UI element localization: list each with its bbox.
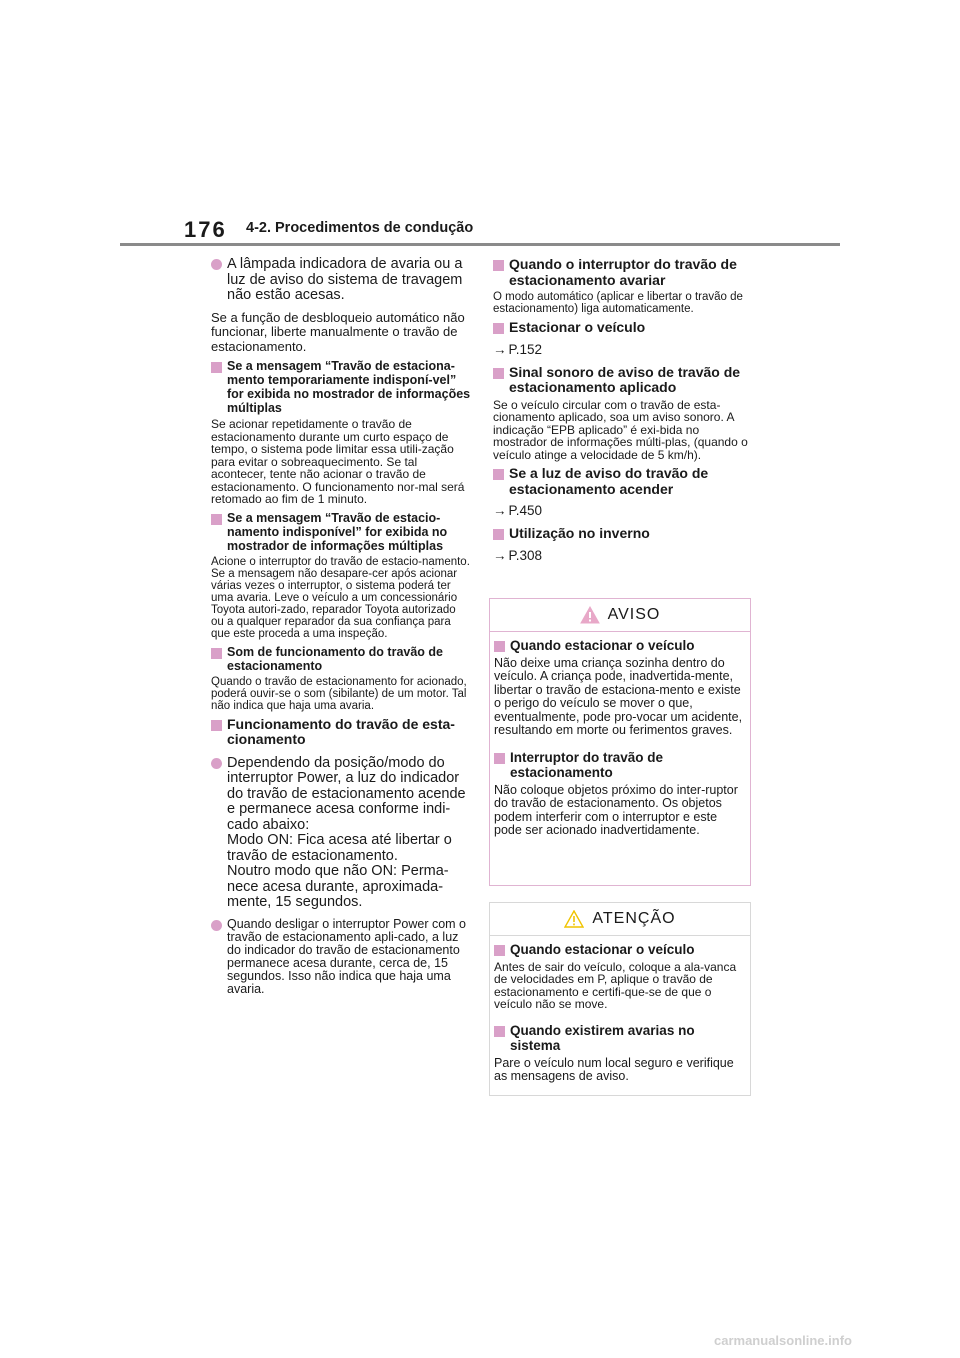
subheading (494, 1023, 746, 1054)
paragraph: Antes de sair do veículo, coloque a ala-vanca de velocidades em P, aplique o travão de estacionamento e certifi-que-se de que o veículo não se move. (494, 959, 737, 1011)
square-bullet-icon (211, 648, 222, 659)
page-reference[interactable] (493, 342, 755, 357)
paragraph: Não coloque objetos próximo do inter-ruptor do travão de estacionamento. Os objetos podem interferir com o interruptor e este pode ser acionado inadvertidamente. (494, 782, 738, 837)
square-bullet-icon (494, 945, 505, 956)
subheading (494, 750, 746, 781)
left-column (211, 257, 471, 1003)
paragraph: O modo automático (aplicar e libertar o travão de estacionamento) liga automaticamente. (493, 291, 743, 315)
subheading (211, 717, 471, 748)
reference-text: P.450 (508, 503, 543, 518)
subheading (211, 511, 471, 553)
subheading (211, 645, 471, 673)
caution-box-header (490, 903, 750, 936)
square-bullet-icon (493, 323, 504, 334)
warning-box-title: AVISO (607, 606, 661, 623)
square-bullet-icon (211, 362, 222, 373)
bullet-subtext: Modo ON: Fica acesa até libertar o travão de estacionamento. (227, 832, 452, 864)
arrow-right-icon: → (493, 503, 507, 518)
header-rule (120, 243, 840, 246)
bullet-text: A lâmpada indicadora de avaria ou a luz de aviso do sistema de travagem não estão acesas. (227, 256, 463, 303)
arrow-right-icon: → (493, 547, 507, 563)
subheading-text: Se a mensagem “Travão de estacio-namento indisponível” for exibida no mostrador de informações múltiplas (227, 510, 448, 553)
subheading-text: Quando o interruptor do travão de estacionamento avariar (509, 256, 737, 288)
warning-box-body (490, 632, 750, 838)
subheading-text: Quando existirem avarias no sistema (510, 1022, 695, 1053)
subheading (494, 638, 746, 654)
square-bullet-icon (494, 641, 505, 652)
subheading-text: Quando estacionar o veículo (510, 638, 695, 653)
subheading-text: Som de funcionamento do travão de estacionamento (227, 644, 443, 673)
watermark: carmanualsonline.info (714, 1333, 852, 1348)
bullet-dot-icon (211, 259, 222, 270)
subheading-text: Quando estacionar o veículo (510, 942, 695, 957)
square-bullet-icon (494, 753, 505, 764)
subheading (493, 365, 755, 396)
bullet-subtext: Noutro modo que não ON: Perma-nece acesa durante, aproximada-mente, 15 segundos. (227, 863, 449, 910)
square-bullet-icon (211, 720, 222, 731)
square-bullet-icon (493, 368, 504, 379)
caution-box (489, 902, 751, 1096)
square-bullet-icon (211, 514, 222, 525)
warning-box (489, 598, 751, 886)
arrow-right-icon: → (493, 341, 507, 357)
paragraph: Se acionar repetidamente o travão de estacionamento durante um curto espaço de tempo, o sistema pode limitar essa utili-zação para evitar o sobreaquecimento. Se tal acontecer, tente não acionar o travão de estacionamento. O funcionamento nor-mal será retomado ao fim de 1 minuto. (211, 417, 465, 506)
page-number: 176 (184, 217, 227, 242)
page-reference[interactable] (493, 503, 755, 518)
paragraph: Acione o interruptor do travão de estacio-namento. Se a mensagem não desapare-cer após acionar várias vezes o interruptor, o sistema poderá ter uma avaria. Leve o veículo a um concessionário Toyota autori-zado, reparador Toyota autorizado ou a qualquer reparador da sua confiança para que este proceda a uma inspeção. (211, 555, 470, 640)
bullet-dot-icon (211, 920, 222, 931)
page-reference[interactable] (493, 548, 755, 563)
square-bullet-icon (493, 260, 504, 271)
caution-box-title: ATENÇÃO (592, 910, 676, 927)
subheading (493, 257, 755, 288)
bullet-text: Quando desligar o interruptor Power com o travão de estacionamento apli-cado, a luz do indicador do travão de estacionamento permanece acesa durante, cerca de, 15 segundos. Isso não indica que haja uma avaria. (227, 916, 467, 996)
subheading (493, 320, 755, 336)
paragraph: Se o veículo circular com o travão de esta-cionamento aplicado, soa um aviso sonoro. A indicação “EPB aplicado” é exi-bida no mostrador de informações múlti-plas, (quando o veículo atinge a velocidade de 5 km/h). (493, 397, 748, 462)
bullet-text: Dependendo da posição/modo do interruptor Power, a luz do indicador do travão de estacionamento acende e permanece acesa conforme indi-cado abaixo: (227, 754, 466, 833)
subheading-text: Utilização no inverno (509, 525, 650, 541)
section-title: 4-2. Procedimentos de condução (246, 220, 474, 236)
caution-triangle-icon (564, 910, 584, 928)
subheading-text: Interruptor do travão de estacionamento (510, 749, 664, 780)
subheading (494, 942, 746, 958)
square-bullet-icon (493, 529, 504, 540)
bullet-dot-icon (211, 758, 222, 769)
caution-box-body (490, 936, 750, 1084)
subheading (493, 526, 755, 542)
subheading-text: Estacionar o veículo (509, 319, 646, 335)
bullet-item (211, 918, 471, 996)
square-bullet-icon (493, 469, 504, 480)
paragraph: Pare o veículo num local seguro e verifique as mensagens de aviso. (494, 1055, 734, 1083)
square-bullet-icon (494, 1026, 505, 1037)
subheading-text: Sinal sonoro de aviso de travão de estacionamento aplicado (509, 363, 741, 395)
paragraph: Não deixe uma criança sozinha dentro do veículo. A criança pode, inadvertida-mente, libertar o travão de estaciona-mento e existe o perigo do veículo se mover o que, eventualmente, pode pro-vocar um acidente, resultando em morte ou ferimentos graves. (494, 655, 743, 737)
reference-text: P.308 (508, 547, 543, 563)
subheading-text: Se a mensagem “Travão de estaciona-mento temporariamente indisponí-vel” for exibida no mostrador de informações múltiplas (227, 359, 471, 415)
subheading (493, 466, 755, 497)
bullet-item (211, 257, 471, 304)
bullet-item (211, 756, 471, 911)
subheading-text: Se a luz de aviso do travão de estacionamento acender (509, 465, 709, 497)
warning-triangle-icon (580, 606, 600, 624)
paragraph: Quando o travão de estacionamento for acionado, poderá ouvir-se o som (sibilante) de um motor. Tal não indica que haja uma avaria. (211, 675, 467, 712)
subheading (211, 359, 471, 415)
right-column (493, 257, 755, 571)
subheading-text: Funcionamento do travão de esta-cionamento (227, 715, 455, 747)
warning-box-header (490, 599, 750, 632)
reference-text: P.152 (508, 341, 543, 357)
paragraph: Se a função de desbloqueio automático não funcionar, liberte manualmente o travão de estacionamento. (211, 309, 465, 354)
